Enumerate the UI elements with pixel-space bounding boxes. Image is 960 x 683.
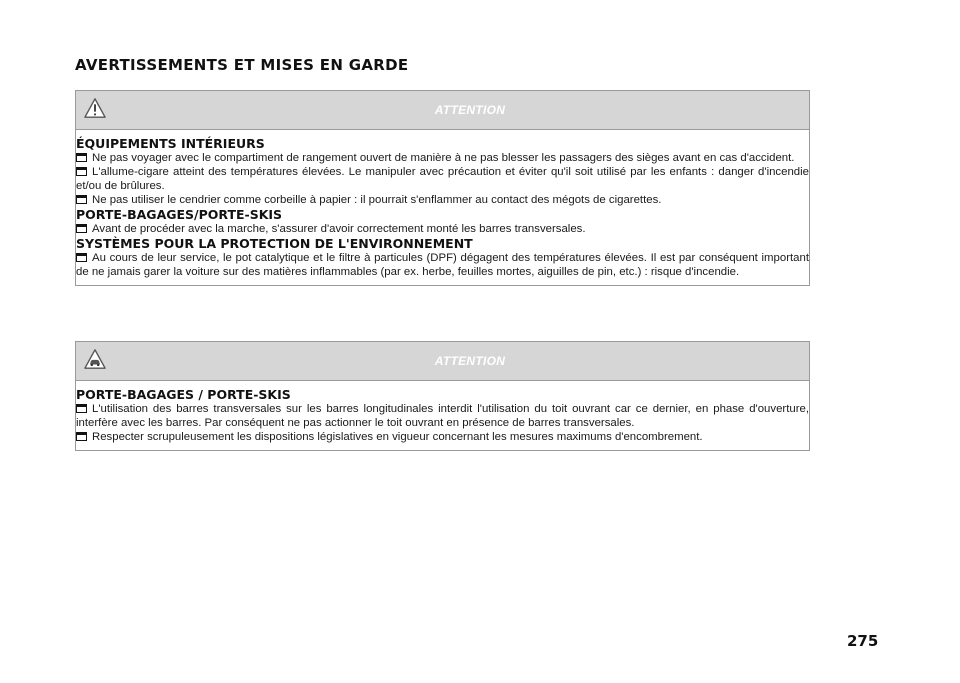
attention-body [76,381,809,450]
list-item: Au cours de leur service, le pot catalytique et le filtre à particules (DPF) dégagent des températures élevées. Il est par conséquent important de ne jamais garer la voiture sur des matières inflammables (par ex. herbe, feuilles mortes, aiguilles de pin, etc.) : risque d'incendie. [76,252,809,278]
checkbox-bullet-icon [76,253,87,262]
section-title: PORTE-BAGAGES / PORTE-SKIS [76,387,291,402]
list-item: L'allume-cigare atteint des températures élevées. Le manipuler avec précaution et éviter qu'il soit utilisé par les enfants : danger d'incendie et/ou de brûlures. [76,166,809,192]
section-title: SYSTÈMES POUR LA PROTECTION DE L'ENVIRONNEMENT [76,236,473,251]
attention-box-general [75,90,810,286]
page-title: AVERTISSEMENTS ET MISES EN GARDE [75,56,409,74]
list-item: Ne pas voyager avec le compartiment de rangement ouvert de manière à ne pas blesser les passagers des sièges avant en cas d'accident. [76,151,809,165]
page-number: 275 [847,632,879,650]
list-item: Ne pas utiliser le cendrier comme corbeille à papier : il pourrait s'enflammer au contact des mégots de cigarettes. [76,193,809,207]
list-item: Avant de procéder avec la marche, s'assurer d'avoir correctement monté les barres transversales. [76,222,809,236]
section-title: PORTE-BAGAGES/PORTE-SKIS [76,207,283,222]
list-item: L'utilisation des barres transversales sur les barres longitudinales interdit l'utilisation du toit ouvrant car ce dernier, en phase d'ouverture, interfère avec les barres. Par conséquent ne pas actionner le toit ouvrant en présence de barres transversales. [76,403,809,429]
attention-header [76,342,809,381]
checkbox-bullet-icon [76,432,87,441]
checkbox-bullet-icon [76,195,87,204]
list-item: Respecter scrupuleusement les dispositions législatives en vigueur concernant les mesures maximums d'encombrement. [76,430,809,444]
section-title: ÉQUIPEMENTS INTÉRIEURS [76,136,265,151]
checkbox-bullet-icon [76,224,87,233]
attention-label: ATTENTION [434,354,506,368]
checkbox-bullet-icon [76,167,87,176]
checkbox-bullet-icon [76,404,87,413]
attention-label: ATTENTION [434,103,506,117]
checkbox-bullet-icon [76,153,87,162]
attention-box-roof-rack [75,341,810,451]
attention-header [76,91,809,130]
attention-body [76,130,809,285]
